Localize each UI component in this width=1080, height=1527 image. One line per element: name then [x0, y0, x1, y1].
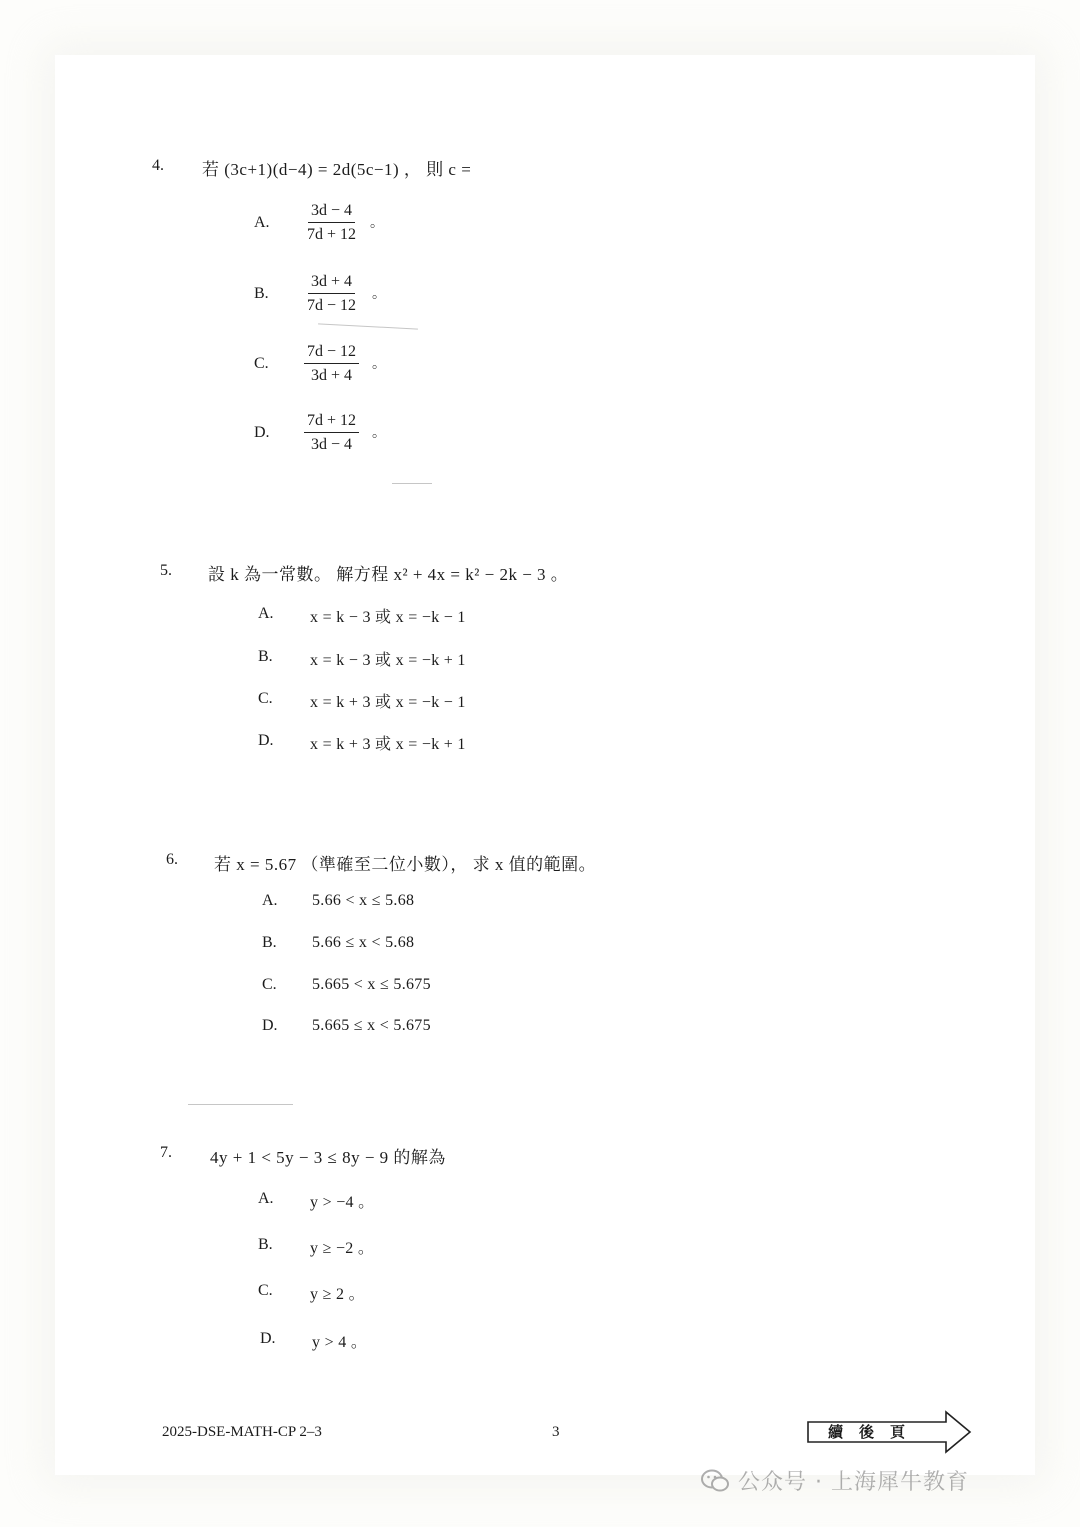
- scan-mark: [188, 1104, 293, 1105]
- option-letter: A.: [258, 1190, 274, 1207]
- fraction-denominator: 7d + 12: [307, 226, 357, 243]
- option-letter: B.: [262, 934, 277, 951]
- scan-mark: [392, 483, 432, 484]
- fraction-denominator: 7d − 12: [307, 297, 357, 314]
- option-letter: D.: [260, 1330, 276, 1347]
- paper-code: 2025-DSE-MATH-CP 2–3: [162, 1424, 322, 1440]
- watermark-text: 公众号 · 上海犀牛教育: [738, 1470, 969, 1495]
- option-letter: B.: [254, 285, 269, 302]
- full-stop: 。: [370, 216, 384, 231]
- option-text: y > −4 。: [310, 1194, 375, 1211]
- question-number: 7.: [160, 1144, 172, 1161]
- option-letter: C.: [254, 355, 269, 372]
- option-text: x = k − 3 或 x = −k + 1: [310, 652, 466, 669]
- question-stem: 設 k 為一常數。 解方程 x² + 4x = k² − 2k − 3 。: [208, 565, 569, 584]
- option-text: y ≥ 2 。: [310, 1286, 365, 1303]
- wechat-icon: [700, 1468, 730, 1494]
- option-text: x = k − 3 或 x = −k − 1: [310, 609, 466, 626]
- option-letter: D.: [258, 732, 274, 749]
- option-text: y > 4 。: [312, 1334, 368, 1351]
- page-number: 3: [552, 1424, 560, 1440]
- question-number: 5.: [160, 562, 172, 579]
- fraction-numerator: 7d + 12: [304, 412, 359, 433]
- option-text: x = k + 3 或 x = −k + 1: [310, 736, 466, 753]
- continue-next-page-label: 續後頁: [828, 1423, 922, 1441]
- option-letter: D.: [254, 424, 270, 441]
- question-stem: 若 (3c+1)(d−4) = 2d(5c−1) ， 則 c =: [202, 160, 472, 179]
- full-stop: 。: [372, 357, 386, 372]
- fraction-numerator: 3d − 4: [308, 202, 355, 223]
- option-fraction: [304, 343, 359, 385]
- option-fraction: [304, 273, 359, 315]
- full-stop: 。: [372, 287, 386, 302]
- option-letter: C.: [258, 690, 273, 707]
- watermark: [700, 1465, 969, 1496]
- option-letter: C.: [258, 1282, 273, 1299]
- option-text: 5.665 ≤ x < 5.675: [312, 1017, 431, 1034]
- fraction-numerator: 3d + 4: [308, 273, 355, 294]
- option-letter: B.: [258, 1236, 273, 1253]
- option-text: 5.665 < x ≤ 5.675: [312, 976, 431, 993]
- question-stem: 若 x = 5.67 （準確至二位小數）， 求 x 值的範圍。: [214, 855, 597, 874]
- option-fraction: [304, 202, 359, 244]
- option-letter: C.: [262, 976, 277, 993]
- fraction-denominator: 3d − 4: [311, 436, 353, 453]
- option-fraction: [304, 412, 359, 454]
- question-number: 6.: [166, 851, 178, 868]
- option-text: 5.66 ≤ x < 5.68: [312, 934, 415, 951]
- fraction-denominator: 3d + 4: [311, 367, 353, 384]
- option-letter: D.: [262, 1017, 278, 1034]
- option-letter: A.: [258, 605, 274, 622]
- option-text: 5.66 < x ≤ 5.68: [312, 892, 415, 909]
- option-text: y ≥ −2 。: [310, 1240, 375, 1257]
- option-text: x = k + 3 或 x = −k − 1: [310, 694, 466, 711]
- question-stem: 4y + 1 < 5y − 3 ≤ 8y − 9 的解為: [210, 1148, 446, 1167]
- full-stop: 。: [372, 426, 386, 441]
- option-letter: A.: [254, 214, 270, 231]
- question-number: 4.: [152, 157, 164, 174]
- option-letter: B.: [258, 648, 273, 665]
- option-letter: A.: [262, 892, 278, 909]
- paper-sheet: [55, 55, 1035, 1475]
- fraction-numerator: 7d − 12: [304, 343, 359, 364]
